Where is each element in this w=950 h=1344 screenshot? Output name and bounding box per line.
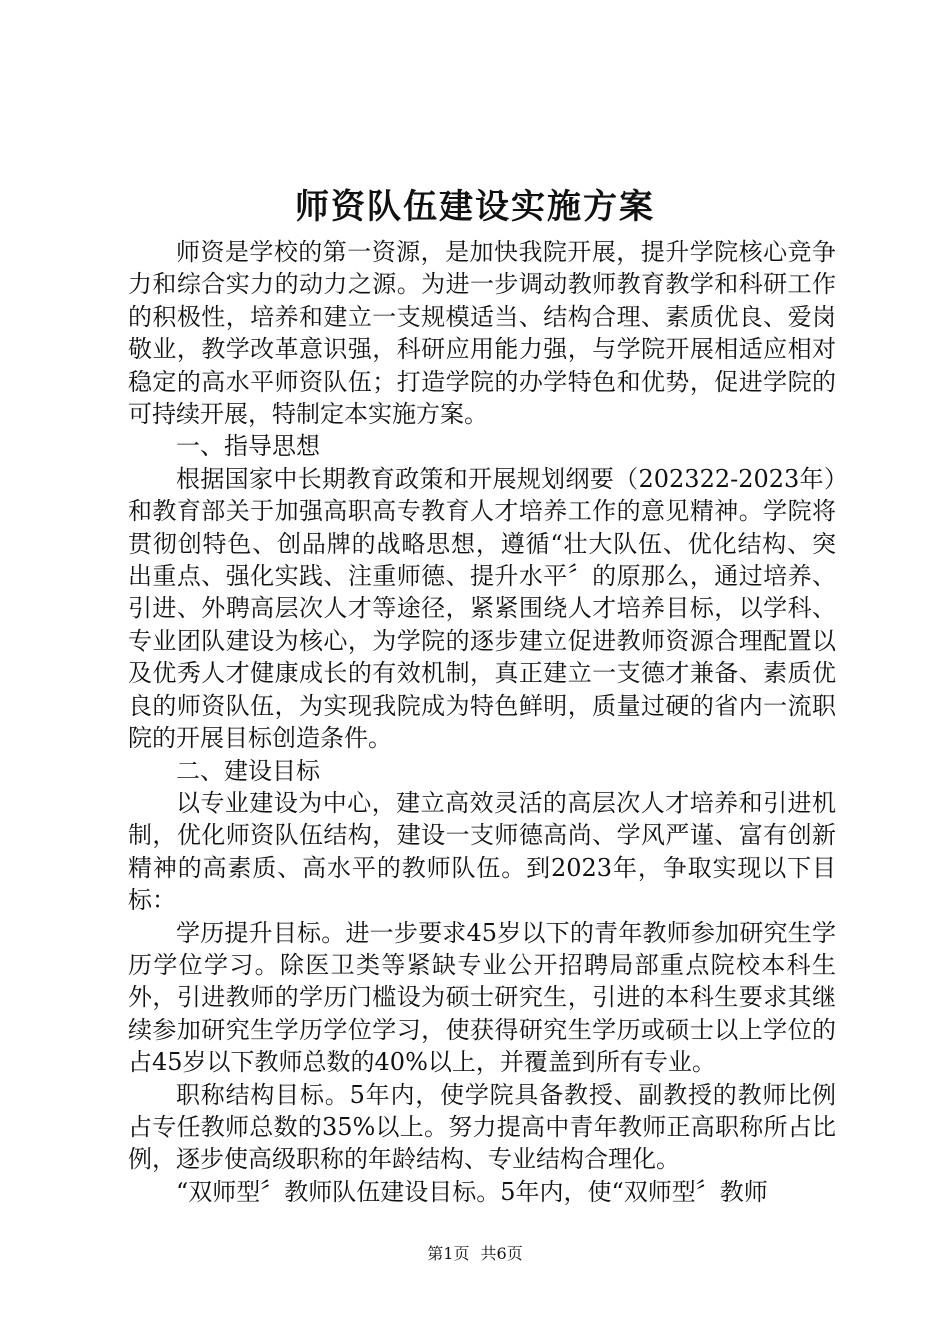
document-title: 师资队伍建设实施方案: [295, 187, 655, 227]
section-heading-guiding-ideology: 一、指导思想: [176, 432, 320, 461]
page-number: 第1页: [427, 1244, 470, 1263]
paragraph-education-goal: 学历提升目标。进一步要求45岁以下的青年教师参加研究生学历学位学习。除医卫类等紧缺专业公开招聘局部重点院校本科生外，引进教师的学历门槛设为硕士研究生，引进的本科生要求其继续参加研究生学历学位学习，使获得研究生学历或硕士以上学位的占45岁以下教师总数的40%以上，并覆盖到所有专业。: [128, 918, 836, 1077]
page-footer: [0, 1242, 950, 1266]
paragraph-intro: 师资是学校的第一资源，是加快我院开展，提升学院核心竞争力和综合实力的动力之源。为进一步调动教师教育教学和科研工作的积极性，培养和建立一支规模适当、结构合理、素质优良、爱岗敬业，教学改革意识强，科研应用能力强，与学院开展相适应相对稳定的高水平师资队伍；打造学院的办学特色和优势，促进学院的可持续开展，特制定本实施方案。: [128, 238, 836, 429]
section-heading-construction-goals: 二、建设目标: [176, 756, 320, 785]
page-total: 共6页: [480, 1244, 523, 1263]
paragraph-construction-goals: 以专业建设为中心，建立高效灵活的高层次人才培养和引进机制，优化师资队伍结构，建设一支师德高尚、学风严谨、富有创新精神的高素质、高水平的教师队伍。到2023年，争取实现以下目标：: [128, 788, 836, 915]
document-body: [128, 236, 836, 1208]
paragraph-dual-teacher-goal: “双师型〞教师队伍建设目标。5年内，使“双师型〞教师: [176, 1177, 768, 1206]
paragraph-guiding-ideology: 根据国家中长期教育政策和开展规划纲要（202322-2023年）和教育部关于加强高职高专教育人才培养工作的意见精神。学院将贯彻创特色、创品牌的战略思想，遵循“壮大队伍、优化结构、突出重点、强化实践、注重师德、提升水平〞的原那么，通过培养、引进、外聘高层次人才等途径，紧紧围绕人才培养目标，以学科、专业团队建设为核心，为学院的逐步建立促进教师资源合理配置以及优秀人才健康成长的有效机制，真正建立一支德才兼备、素质优良的师资队伍，为实现我院成为特色鲜明，质量过硬的省内一流职院的开展目标创造条件。: [128, 464, 836, 753]
paragraph-title-structure-goal: 职称结构目标。5年内，使学院具备教授、副教授的教师比例占专任教师总数的35%以上。努力提高中青年教师正高职称所占比例，逐步使高级职称的年龄结构、专业结构合理化。: [128, 1080, 836, 1174]
